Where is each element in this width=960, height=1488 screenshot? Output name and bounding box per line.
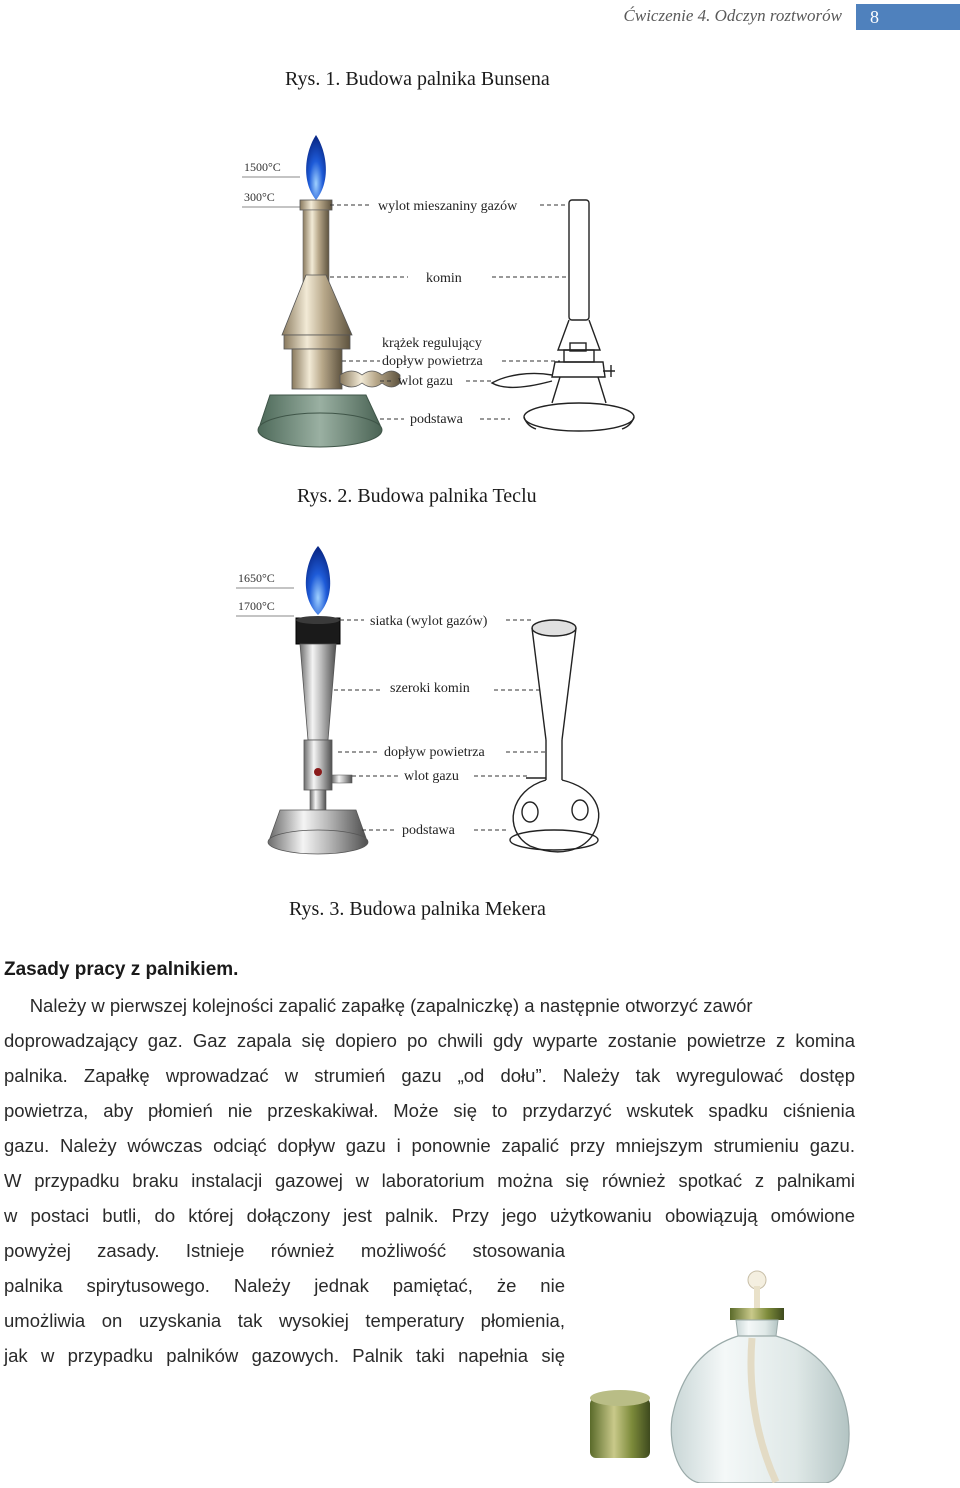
- label-doplyw-powietrza-2: dopływ powietrza: [384, 745, 485, 760]
- label-podstawa: podstawa: [410, 412, 463, 427]
- temp-label-1700: 1700°C: [238, 599, 275, 613]
- paragraph-line: powyżej zasady. Istnieje również możliwość stosowania: [4, 1240, 565, 1261]
- bunsen-burner-diagram: [230, 125, 650, 455]
- temp-label-1500: 1500°C: [244, 160, 281, 174]
- temp-label-300: 300°C: [244, 190, 275, 204]
- paragraph-line: palnika. Zapałkę wprowadzać w strumień gazu „od dołu”. Należy tak wyregulować dostęp: [4, 1065, 855, 1086]
- figure-2-caption: Rys. 2. Budowa palnika Teclu: [297, 485, 537, 507]
- label-szeroki-komin: szeroki komin: [390, 681, 470, 696]
- label-wylot-mieszaniny: wylot mieszaniny gazów: [378, 199, 518, 214]
- label-wlot-gazu-2: wlot gazu: [404, 769, 459, 784]
- spirit-lamp-image: [580, 1268, 955, 1483]
- figure-1-caption: Rys. 1. Budowa palnika Bunsena: [285, 68, 550, 90]
- label-wlot-gazu: wlot gazu: [398, 374, 453, 389]
- teclu-line-drawing: [510, 620, 599, 852]
- bunsen-line-drawing: [492, 200, 634, 431]
- teclu-burner-diagram: [230, 540, 650, 865]
- lamp-cap-icon: [590, 1390, 650, 1458]
- paragraph-line: doprowadzający gaz. Gaz zapala się dopiero po chwili gdy wyparte zostanie powietrze z komina: [4, 1030, 855, 1051]
- paragraph-line: w postaci butli, do której dołączony jest palnik. Przy jego użytkowaniu obowiązują omówione: [4, 1205, 855, 1226]
- spirit-lamp-figure: [580, 1268, 955, 1488]
- label-siatka: siatka (wylot gazów): [370, 614, 488, 629]
- page-number-badge: 8: [856, 4, 960, 30]
- paragraph-line: jak w przypadku palników gazowych. Palnik taki napełnia się: [4, 1345, 565, 1366]
- flame-icon: [306, 546, 330, 615]
- running-header-title: Ćwiczenie 4. Odczyn roztworów: [623, 6, 842, 25]
- paragraph-line: W przypadku braku instalacji gazowej w laboratorium można się również spotkać z palnikami: [4, 1170, 855, 1191]
- teclu-burner-figure: [230, 540, 650, 870]
- section-heading: Zasady pracy z palnikiem.: [4, 959, 239, 980]
- paragraph-line: powietrza, aby płomień nie przeskakiwał. Może się to przydarzyć wskutek spadku ciśnienia: [4, 1100, 855, 1121]
- label-krazek-regulujacy: krążek regulujący: [382, 336, 482, 351]
- bunsen-burner-figure: [230, 125, 650, 460]
- label-komin: komin: [426, 271, 462, 286]
- paragraph-line: Należy w pierwszej kolejności zapalić zapałkę (zapalniczkę) a następnie otworzyć zawór: [4, 995, 753, 1016]
- label-podstawa-2: podstawa: [402, 823, 455, 838]
- label-doplyw-powietrza: dopływ powietrza: [382, 354, 483, 369]
- paragraph-line: palnika spirytusowego. Należy jednak pamiętać, że nie: [4, 1275, 565, 1296]
- paragraph-line: umożliwia on uzyskania tak wysokiej temperatury płomienia,: [4, 1310, 565, 1331]
- flame-icon: [306, 135, 326, 200]
- figure-3-caption: Rys. 3. Budowa palnika Mekera: [289, 898, 546, 920]
- paragraph-line: gazu. Należy wówczas odciąć dopływ gazu i ponownie zapalić przy mniejszym strumieniu gazu.: [4, 1135, 855, 1156]
- temp-label-1650: 1650°C: [238, 571, 275, 585]
